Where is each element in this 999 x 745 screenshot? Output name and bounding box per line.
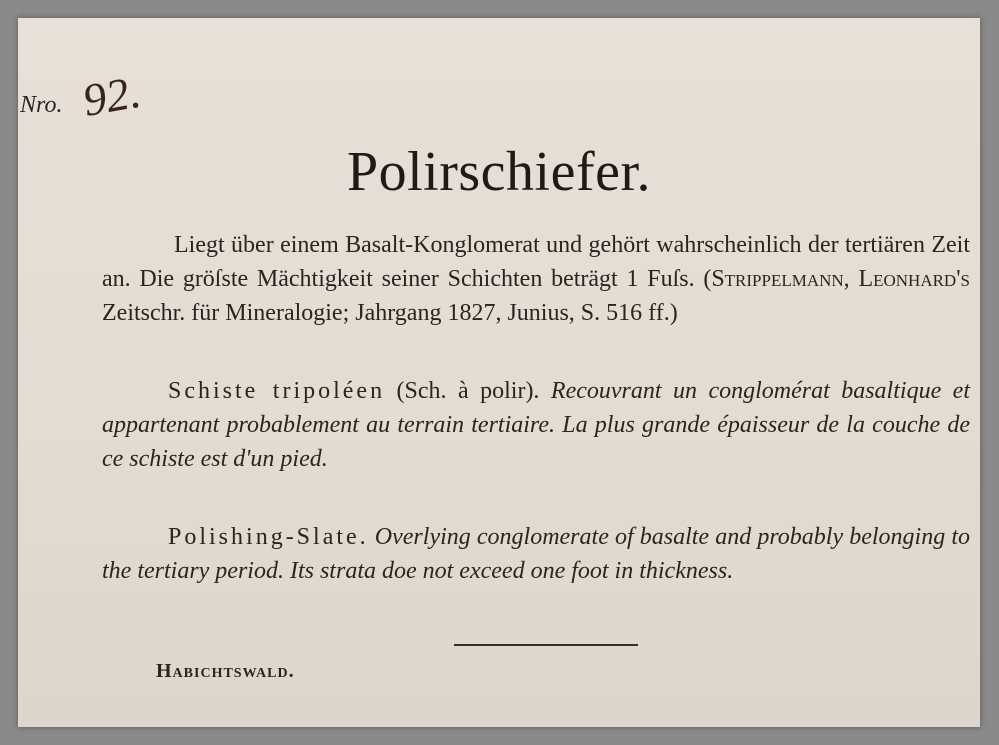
french-name-paren: (Sch. à polir). xyxy=(385,378,551,404)
locality: Habichtswald. xyxy=(156,660,295,682)
english-description xyxy=(102,520,970,588)
french-text: Recouvrant un conglomérat basaltique et appartenant probablement au terrain tertiaire. La plus grande épaisseur de la couche de ce schiste est d'un pied. xyxy=(102,378,970,472)
label-title: Polirschiefer. xyxy=(346,141,652,203)
divider-rule xyxy=(454,644,638,646)
german-citation: Zeitschr. für Mineralogie; Jahrgang 1827, Junius, S. 516 ff.) xyxy=(102,300,678,326)
french-name: Schiste tripoléen xyxy=(168,378,386,404)
german-authors: Strippelmann, Leonhard's xyxy=(711,266,970,292)
specimen-label xyxy=(18,18,980,727)
german-description xyxy=(102,228,970,330)
english-text: Overlying conglomerate of basalte and probably belonging to the tertiary period. Its strata doe not exceed one foot in thickness. xyxy=(102,524,970,584)
number-prefix: Nro. xyxy=(20,92,63,118)
handwritten-number: 92. xyxy=(78,65,145,127)
french-description xyxy=(102,374,970,476)
english-name: Polishing-Slate. xyxy=(168,524,369,550)
german-text: Liegt über einem Basalt-Konglomerat und gehört wahrscheinlich der tertiären Zeit an. Die gröſste Mächtigkeit seiner Schichten beträgt 1 Fuſs. ( xyxy=(102,232,970,292)
